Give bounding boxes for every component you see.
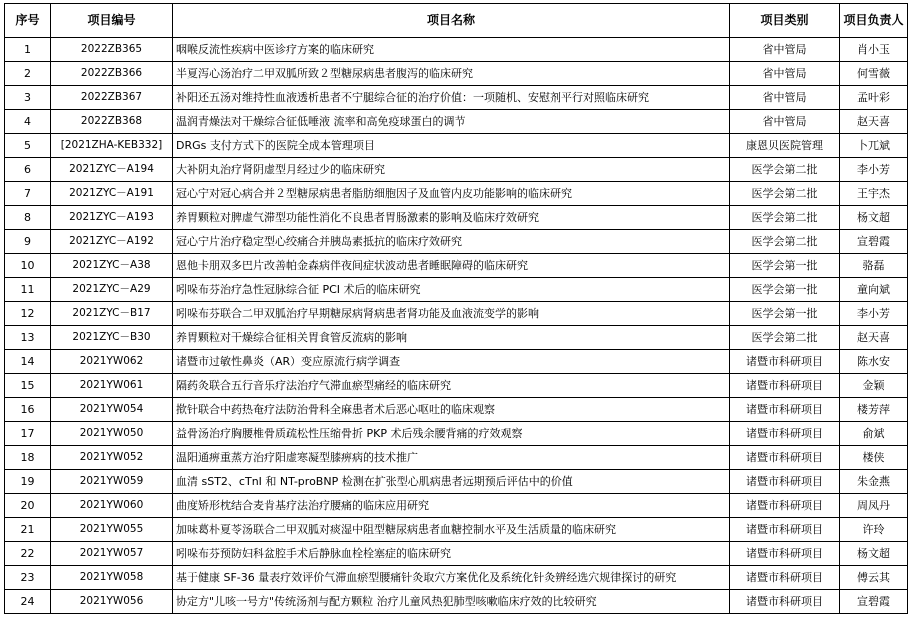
header-code: 项目编号 [51, 4, 173, 38]
cell-category: 诸暨市科研项目 [730, 398, 840, 422]
cell-code: 2021ZYC－A191 [51, 182, 173, 206]
header-name: 项目名称 [173, 4, 730, 38]
cell-name: 吲哚布芬治疗急性冠脉综合征 PCI 术后的临床研究 [173, 278, 730, 302]
table-row [5, 326, 908, 350]
cell-category: 医学会第一批 [730, 254, 840, 278]
table-row [5, 422, 908, 446]
cell-no: 13 [5, 326, 51, 350]
header-leader: 项目负责人 [840, 4, 908, 38]
cell-no: 2 [5, 62, 51, 86]
cell-leader: 金颖 [840, 374, 908, 398]
cell-category: 诸暨市科研项目 [730, 542, 840, 566]
cell-no: 17 [5, 422, 51, 446]
table-row [5, 566, 908, 590]
table-row [5, 230, 908, 254]
cell-category: 医学会第二批 [730, 182, 840, 206]
cell-name: 加味葛朴夏苓汤联合二甲双胍对痰湿中阻型糖尿病患者血糖控制水平及生活质量的临床研究 [173, 518, 730, 542]
table-row [5, 302, 908, 326]
table-row [5, 446, 908, 470]
cell-leader: 傅云其 [840, 566, 908, 590]
cell-name: 诸暨市过敏性鼻炎（AR）变应原流行病学调查 [173, 350, 730, 374]
cell-code: [2021ZHA-KEB332] [51, 134, 173, 158]
cell-code: 2021ZYC－A29 [51, 278, 173, 302]
cell-name: 养胃颗粒对脾虚气滞型功能性消化不良患者胃肠激素的影响及临床疗效研究 [173, 206, 730, 230]
cell-leader: 楼芳萍 [840, 398, 908, 422]
table-body [5, 38, 908, 614]
table-row [5, 350, 908, 374]
cell-leader: 孟叶彩 [840, 86, 908, 110]
cell-code: 2021ZYC－A38 [51, 254, 173, 278]
cell-category: 诸暨市科研项目 [730, 590, 840, 614]
cell-name: 吲哚布芬联合二甲双胍治疗早期糖尿病肾病患者肾功能及血液流变学的影响 [173, 302, 730, 326]
table-row [5, 110, 908, 134]
cell-leader: 宣碧霞 [840, 590, 908, 614]
header-category: 项目类别 [730, 4, 840, 38]
cell-category: 医学会第二批 [730, 230, 840, 254]
cell-code: 2021YW057 [51, 542, 173, 566]
cell-code: 2021YW050 [51, 422, 173, 446]
cell-name: 温润青燥法对干燥综合征低唾液 流率和高免疫球蛋白的调节 [173, 110, 730, 134]
cell-no: 8 [5, 206, 51, 230]
cell-category: 诸暨市科研项目 [730, 566, 840, 590]
cell-category: 诸暨市科研项目 [730, 422, 840, 446]
cell-code: 2021YW060 [51, 494, 173, 518]
table-row [5, 206, 908, 230]
table-row [5, 470, 908, 494]
cell-no: 18 [5, 446, 51, 470]
cell-category: 诸暨市科研项目 [730, 350, 840, 374]
cell-code: 2021YW061 [51, 374, 173, 398]
cell-category: 省中管局 [730, 38, 840, 62]
cell-code: 2022ZB366 [51, 62, 173, 86]
cell-leader: 李小芳 [840, 158, 908, 182]
cell-leader: 许玲 [840, 518, 908, 542]
cell-no: 4 [5, 110, 51, 134]
table-row [5, 134, 908, 158]
cell-leader: 李小芳 [840, 302, 908, 326]
cell-leader: 楼侠 [840, 446, 908, 470]
cell-category: 医学会第二批 [730, 206, 840, 230]
cell-code: 2021YW052 [51, 446, 173, 470]
cell-name: 基于健康 SF-36 量表疗效评价气滞血瘀型腰痛针灸取穴方案优化及系统化针灸辨经选穴规律探讨的研究 [173, 566, 730, 590]
cell-name: 协定方"儿咳一号方"传统汤剂与配方颗粒 治疗儿童风热犯肺型咳嗽临床疗效的比较研究 [173, 590, 730, 614]
cell-leader: 朱金燕 [840, 470, 908, 494]
cell-code: 2021ZYC－B30 [51, 326, 173, 350]
cell-code: 2021ZYC－B17 [51, 302, 173, 326]
cell-leader: 肖小玉 [840, 38, 908, 62]
cell-category: 诸暨市科研项目 [730, 446, 840, 470]
cell-code: 2021ZYC－A192 [51, 230, 173, 254]
cell-no: 1 [5, 38, 51, 62]
cell-code: 2022ZB367 [51, 86, 173, 110]
table-row [5, 494, 908, 518]
cell-code: 2022ZB365 [51, 38, 173, 62]
cell-category: 省中管局 [730, 86, 840, 110]
table-row [5, 278, 908, 302]
cell-name: 益骨汤治疗胸腰椎骨质疏松性压缩骨折 PKP 术后残余腰背痛的疗效观察 [173, 422, 730, 446]
cell-code: 2021YW056 [51, 590, 173, 614]
cell-category: 医学会第一批 [730, 302, 840, 326]
table-row [5, 590, 908, 614]
cell-name: DRGs 支付方式下的医院全成本管理项目 [173, 134, 730, 158]
cell-leader: 俞斌 [840, 422, 908, 446]
cell-no: 11 [5, 278, 51, 302]
cell-category: 康恩贝医院管理 [730, 134, 840, 158]
cell-leader: 周凤丹 [840, 494, 908, 518]
cell-name: 半夏泻心汤治疗二甲双胍所致２型糖尿病患者腹泻的临床研究 [173, 62, 730, 86]
cell-name: 咽喉反流性疾病中医诊疗方案的临床研究 [173, 38, 730, 62]
cell-category: 诸暨市科研项目 [730, 518, 840, 542]
cell-category: 医学会第一批 [730, 278, 840, 302]
cell-leader: 王宇杰 [840, 182, 908, 206]
cell-no: 21 [5, 518, 51, 542]
cell-leader: 杨文超 [840, 542, 908, 566]
cell-code: 2021YW055 [51, 518, 173, 542]
cell-no: 10 [5, 254, 51, 278]
table-row [5, 374, 908, 398]
cell-no: 24 [5, 590, 51, 614]
cell-category: 省中管局 [730, 62, 840, 86]
cell-category: 医学会第二批 [730, 326, 840, 350]
cell-leader: 赵天喜 [840, 110, 908, 134]
cell-name: 冠心宁片治疗稳定型心绞痛合并胰岛素抵抗的临床疗效研究 [173, 230, 730, 254]
cell-no: 19 [5, 470, 51, 494]
cell-code: 2021ZYC－A193 [51, 206, 173, 230]
table-row [5, 254, 908, 278]
cell-category: 诸暨市科研项目 [730, 494, 840, 518]
cell-name: 血清 sST2、cTnI 和 NT-proBNP 检测在扩张型心肌病患者远期预后评估中的价值 [173, 470, 730, 494]
cell-leader: 何雪薇 [840, 62, 908, 86]
cell-name: 补阳还五汤对维持性血液透析患者不宁腿综合征的治疗价值：一项随机、安慰剂平行对照临床研究 [173, 86, 730, 110]
cell-no: 14 [5, 350, 51, 374]
cell-code: 2021YW059 [51, 470, 173, 494]
cell-no: 9 [5, 230, 51, 254]
cell-no: 6 [5, 158, 51, 182]
cell-no: 15 [5, 374, 51, 398]
cell-no: 16 [5, 398, 51, 422]
table-row [5, 182, 908, 206]
cell-no: 7 [5, 182, 51, 206]
cell-code: 2021YW058 [51, 566, 173, 590]
cell-leader: 赵天喜 [840, 326, 908, 350]
cell-leader: 陈水安 [840, 350, 908, 374]
cell-name: 隔药灸联合五行音乐疗法治疗气滞血瘀型痛经的临床研究 [173, 374, 730, 398]
cell-leader: 童向斌 [840, 278, 908, 302]
cell-name: 大补阴丸治疗肾阴虚型月经过少的临床研究 [173, 158, 730, 182]
cell-name: 养胃颗粒对干燥综合征相关胃食管反流病的影响 [173, 326, 730, 350]
cell-name: 揿针联合中药热奄疗法防治骨科全麻患者术后恶心呕吐的临床观察 [173, 398, 730, 422]
cell-code: 2021ZYC－A194 [51, 158, 173, 182]
cell-no: 12 [5, 302, 51, 326]
cell-code: 2021YW062 [51, 350, 173, 374]
cell-leader: 杨文超 [840, 206, 908, 230]
cell-category: 诸暨市科研项目 [730, 374, 840, 398]
cell-code: 2022ZB368 [51, 110, 173, 134]
table-row [5, 518, 908, 542]
cell-name: 恩他卡朋双多巴片改善帕金森病伴夜间症状波动患者睡眠障碍的临床研究 [173, 254, 730, 278]
table-row [5, 86, 908, 110]
cell-category: 医学会第二批 [730, 158, 840, 182]
project-table [4, 3, 908, 614]
table-row [5, 542, 908, 566]
cell-code: 2021YW054 [51, 398, 173, 422]
cell-leader: 骆磊 [840, 254, 908, 278]
cell-category: 诸暨市科研项目 [730, 470, 840, 494]
cell-no: 3 [5, 86, 51, 110]
table-row [5, 158, 908, 182]
table-row [5, 398, 908, 422]
cell-leader: 卜兀斌 [840, 134, 908, 158]
header-row [5, 4, 908, 38]
table-row [5, 62, 908, 86]
cell-category: 省中管局 [730, 110, 840, 134]
cell-no: 5 [5, 134, 51, 158]
table-row [5, 38, 908, 62]
cell-name: 曲度矫形枕结合麦肯基疗法治疗腰痛的临床应用研究 [173, 494, 730, 518]
cell-name: 冠心宁对冠心病合并２型糖尿病患者脂肪细胞因子及血管内皮功能影响的临床研究 [173, 182, 730, 206]
cell-name: 吲哚布芬预防妇科盆腔手术后静脉血栓栓塞症的临床研究 [173, 542, 730, 566]
cell-no: 22 [5, 542, 51, 566]
cell-name: 温阳通痹重蒸方治疗阳虚寒凝型膝痹病的技术推广 [173, 446, 730, 470]
cell-no: 20 [5, 494, 51, 518]
header-no: 序号 [5, 4, 51, 38]
cell-no: 23 [5, 566, 51, 590]
cell-leader: 宣碧霞 [840, 230, 908, 254]
